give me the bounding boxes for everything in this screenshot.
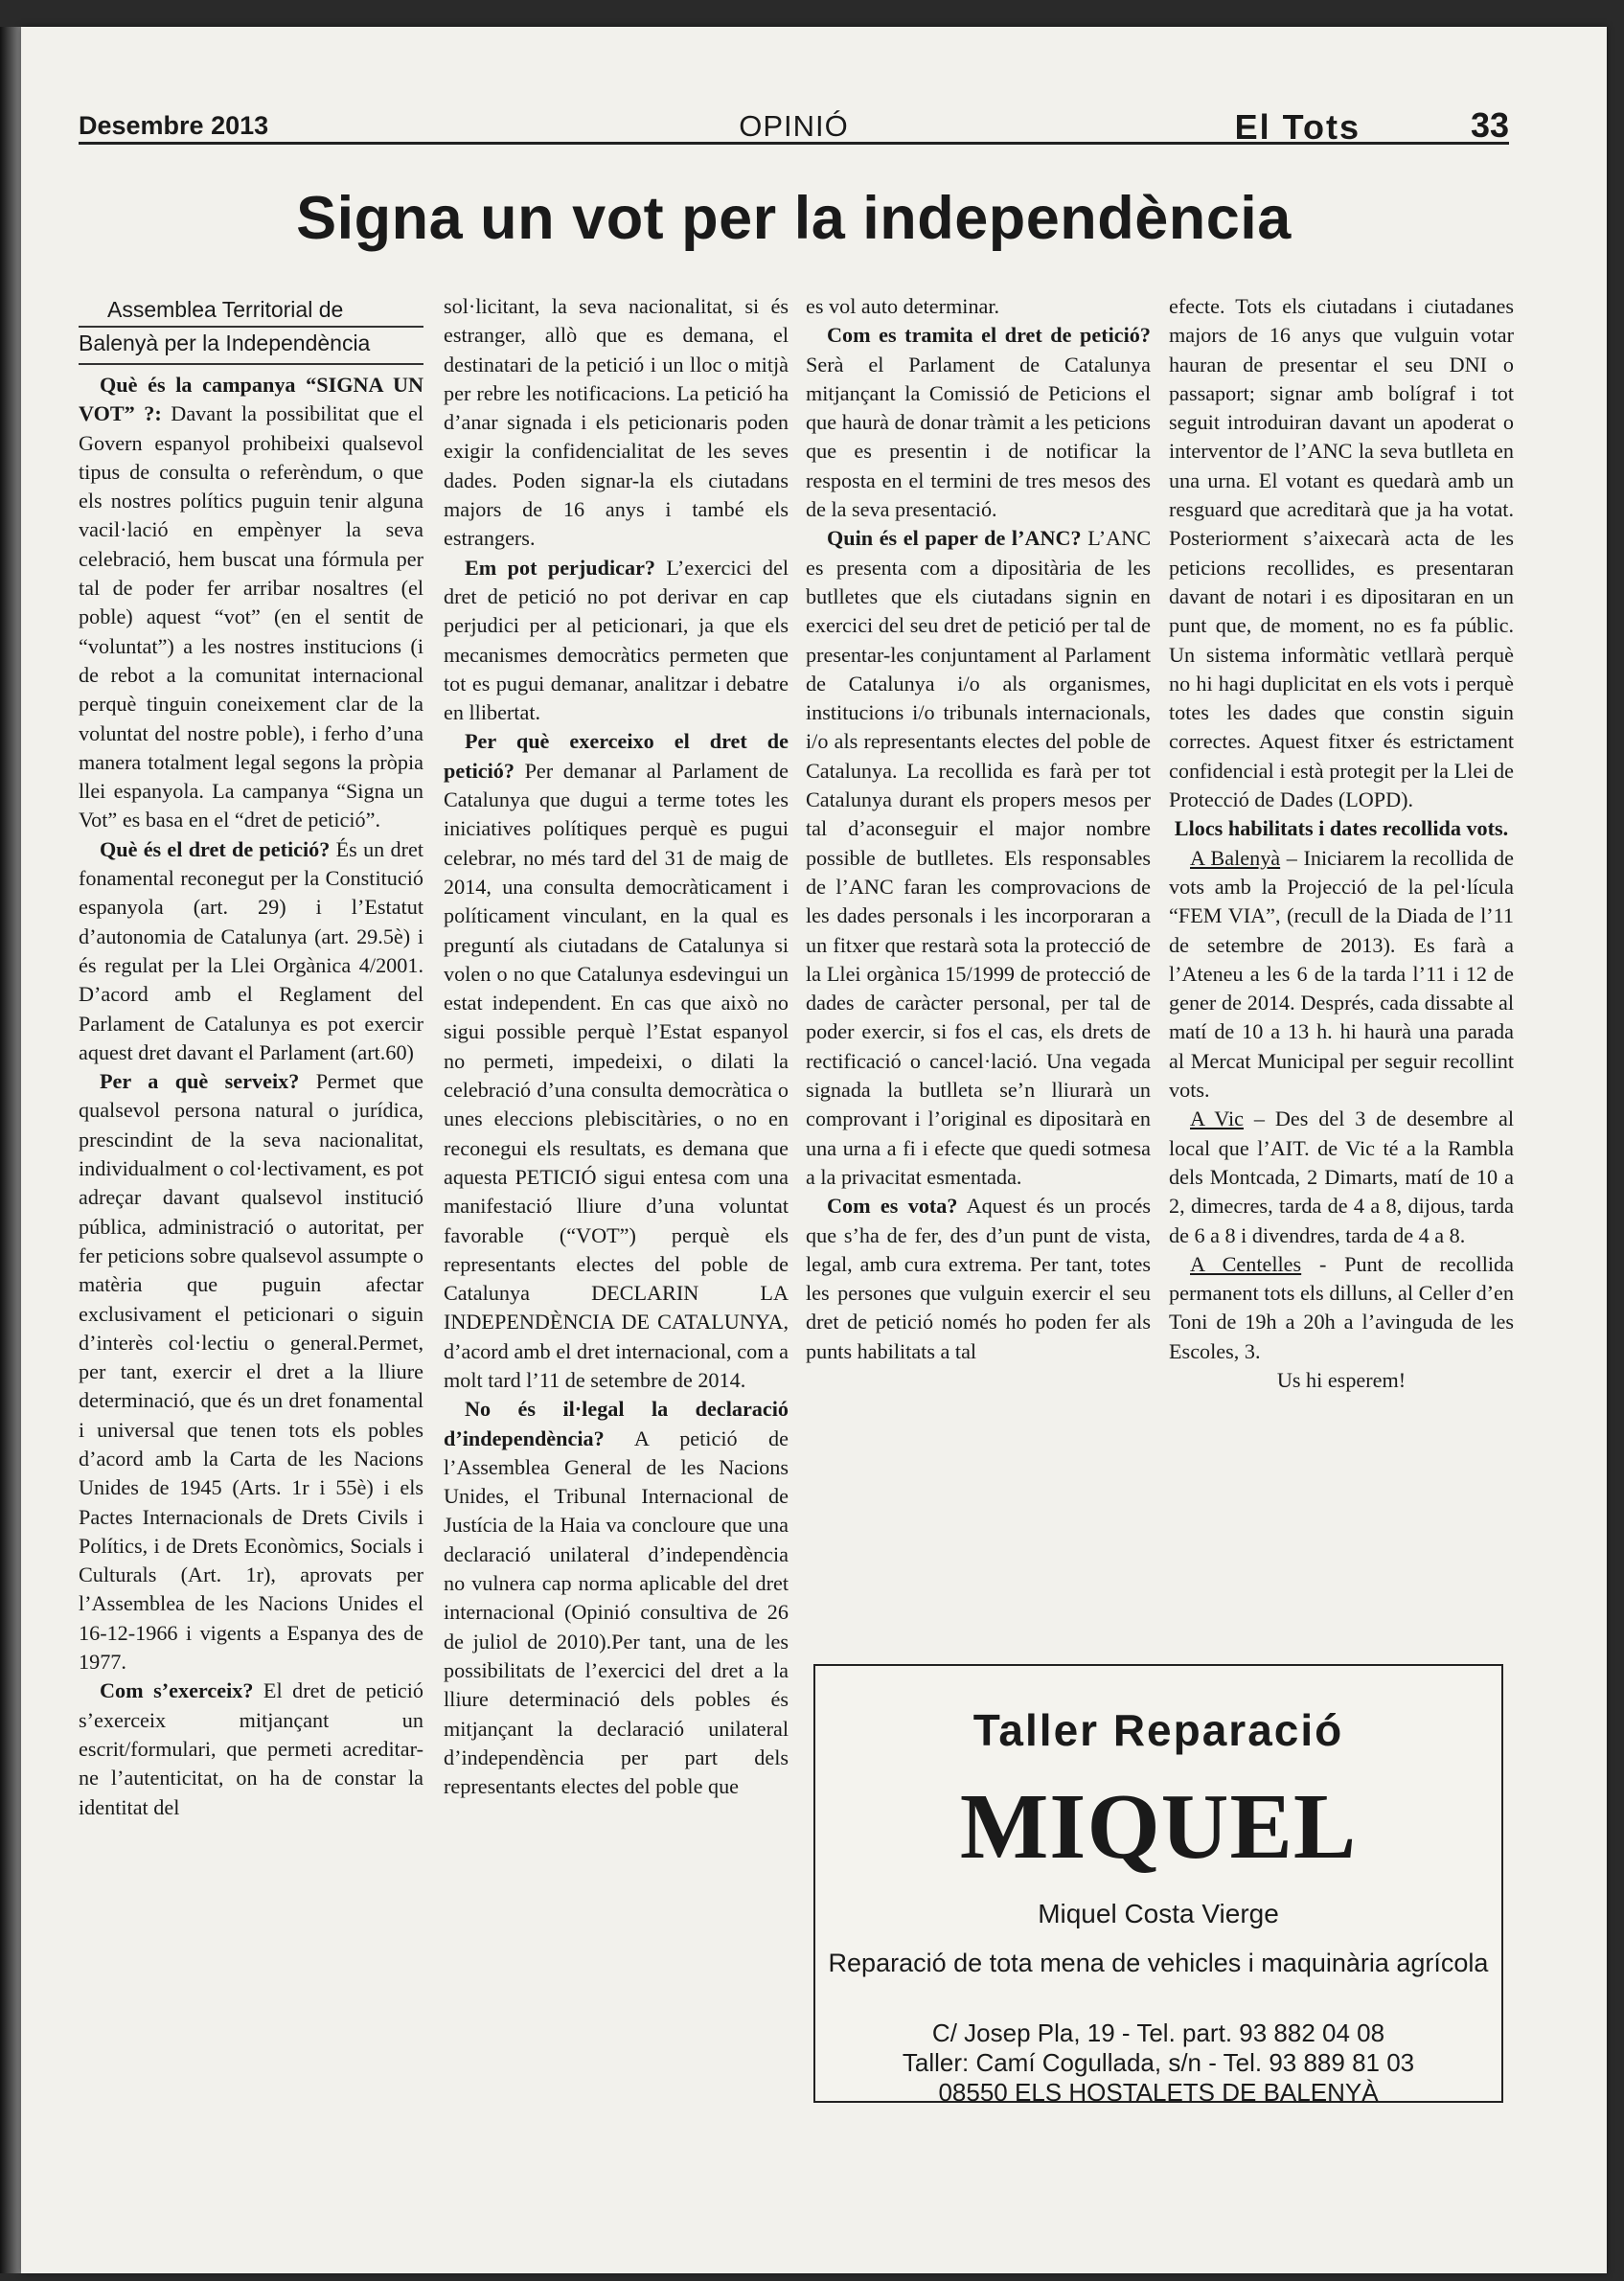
place-name: A Balenyà [1190,845,1281,870]
paragraph-text: L’ANC es presenta com a dipositària de les butlletes que els ciutadans signin en exercici del seu dret de petició per tal de presentar-les conjuntament al Parlament de Catalunya i/o als organismes, institucions i/o tribunals internacionals, i/o als representants electes del poble de Catalunya. La recollida es farà per tot Catalunya durant els propers mesos per tal d’aconseguir el major nombre possible de butlletes. Els responsables de l’ANC faran les comprovacions de les dades personals i les incorporaran a un fitxer que restarà sota la protecció de la Llei orgànica 15/1999 de protecció de dades de caràcter personal, per tal de poder exercir, si fos el cas, els drets de rectificació o cancel·lació. Una vegada signada la butlleta se’n lliurarà un comprovant i l’original es dipositarà en una urna a fi i efecte que quedi sotmesa a la privacitat esmentada. [806,526,1152,1189]
author-line-1: Assemblea Territorial de [107,297,344,322]
magazine-name: El Tots [1234,107,1361,147]
column-3-body [806,292,1151,1366]
collection-place [1169,1105,1514,1249]
article-paragraph [806,524,1151,1192]
paragraph-text: es vol auto determinar. [806,294,1000,318]
ad-business-name: MIQUEL [959,1775,1358,1879]
paragraph-text: sol·licitant, la seva nacionalitat, si és estranger, allò que es demana, el destinatari de la petició i un lloc o mitjà per rebre les notificacions. La petició ha d’anar signada i els peticionaris poden exigir la confidencialitat de les seves dades. Poden signar-la els ciutadans majors de 16 anys i també els estrangers. [444,294,789,551]
article-paragraph [806,321,1151,524]
column-1-body [79,371,423,1822]
article-paragraph [806,1192,1151,1366]
collection-place [1169,844,1514,1106]
paragraph-text: Aquest és un procés que s’ha de fer, des d’un punt de vista, legal, amb cura extrema. Per tant, totes les persones que vulguin exercir el seu dret de petició només ho poden fer als punts habilitats a tal [806,1194,1151,1363]
ad-address-1: C/ Josep Pla, 19 - Tel. part. 93 882 04 08 [931,2019,1385,2047]
author-line-2: Balenyà per la Independència [79,326,423,359]
place-name: A Centelles [1190,1251,1302,1276]
page-number: 33 [1470,105,1509,145]
article-title: Signa un vot per la independència [296,185,1292,252]
ad-owner: Miquel Costa Vierge [1038,1899,1279,1928]
column-4-intro: efecte. Tots els ciutadans i ciutadanes majors de 16 anys que vulguin votar hauran de presentar el seu DNI o passaport; signar amb bolígraf i tot seguit introduiran davant un apoderat o interventor de l’ANC la seva butlleta en una urna. El votant es quedarà amb un resguard que acreditarà que ja ha votat. Posteriorment s’aixecarà acta de les peticions recollides, es presentaran davant de notari i es dipositaran en un punt que, de moment, no es fa públic. Un sistema informàtic vetllarà perquè no hi hagi duplicitat en els vots i perquè totes les dades que constin siguin correctes. Aquest fitxer és estrictament confidencial i està protegit per la Llei de Protecció de Dades (LOPD). [1169,294,1514,812]
places-list [1169,844,1514,1366]
ad-contact [815,2019,1501,2108]
paragraph-heading: Què és el dret de petició? [100,836,331,861]
paragraph-heading: Què és la campanya “SIGNA UN VOT” ?: [79,373,423,426]
paragraph-heading: Com s’exerceix? [100,1678,254,1703]
collection-place [1169,1250,1514,1366]
issue-date: Desembre 2013 [79,111,269,140]
paragraph-heading: Quin és el paper de l’ANC? [827,526,1082,551]
article-column-2 [444,292,789,1801]
closing-line: Us hi esperem! [1276,1367,1407,1392]
paragraph-heading: Per a què serveix? [100,1069,300,1094]
article-paragraph [806,292,1151,321]
ad-tagline: Reparació de tota mena de vehicles i maquinària agrícola [828,1949,1489,1977]
paragraph-text: Per demanar al Parlament de Catalunya que dugui a terme totes les iniciatives polítiques perquè es pugui celebrar, no més tard del 31 de maig de 2014, una consulta democràticament i políticament vinculant, en la qual es preguntí als ciutadans de Catalunya si volen o no que Catalunya esdevingui un estat independent. En cas que això no sigui possible perquè l’Estat espanyol no permeti, impedeixi, o dilati la celebració d’una consulta democràtica o unes eleccions plebiscitàries, o no en reconegui els resultats, es demana que aquesta PETICIÓ sigui entesa com una manifestació lliure d’una voluntat favorable (“VOT”) perquè els representants electes del poble de Catalunya DECLARIN LA INDEPENDÈNCIA DE CATALUNYA, d’acord amb el dret internacional, com a molt tard l’11 de setembre de 2014. [444,758,789,1392]
binding-spine [0,27,21,2273]
article-paragraph [79,1067,423,1677]
article-paragraph [79,1677,423,1821]
places-heading: Llocs habilitats i dates recollida vots. [1174,816,1509,841]
paragraph-heading: Em pot perjudicar? [465,555,656,580]
paragraph-text: L’exercici del dret de petició no pot derivar en cap perjudici per al peticionari, ja que els mecanismes democràtics permeten que tot es pugui demanar, analitzar i debatre en llibertat. [444,555,789,725]
place-name: A Vic [1190,1106,1244,1131]
paragraph-heading: No és il·legal la declaració d’independència? [444,1397,789,1450]
ad-business-type: Taller Reparació [972,1705,1344,1755]
page-header [79,84,1509,145]
article-paragraph [79,835,423,1067]
article-column-3 [806,292,1151,1366]
article-column-1 [79,292,423,1822]
article-paragraph [444,1395,789,1801]
place-details: – Des del 3 de desembre al local que l’AIT. de Vic té a la Rambla dels Montcada, 2 Dimarts, matí de 10 a 2, dimecres, tarda de 4 a 8, dijous, tarda de 6 a 8 i divendres, tarda de 4 a 8. [1169,1106,1514,1247]
article-column-4 [1169,292,1514,1395]
section-name: OPINIÓ [739,109,849,143]
paragraph-text: És un dret fonamental reconegut per la Constitució espanyola (art. 29) i l’Estatut d’autonomia de Catalunya (art. 29.5è) i és regulat per la Llei Orgànica 4/2001. D’acord amb el Reglament del Parlament de Catalunya es pot exercir aquest dret davant el Parlament (art.60) [79,836,424,1064]
place-details: – Iniciarem la recollida de vots amb la Projecció de la pel·lícula “FEM VIA”, (recull de la Diada de l’11 de setembre de 2013). Es farà a l’Ateneu a les 6 de la tarda l’11 i 12 de gener de 2014. Després, cada dissabte al matí de 10 a 13 h. hi haurà una parada al Mercat Municipal per seguir recollint vots. [1169,845,1514,1103]
article-paragraph [444,292,789,554]
advertisement-box [813,1664,1503,2107]
place-details: - Punt de recollida permanent tots els dilluns, al Celler d’en Toni de 19h a 20h a l’avinguda de les Escoles, 3. [1169,1251,1514,1363]
ad-address-2: Taller: Camí Cogullada, s/n - Tel. 93 889 81 03 [902,2048,1415,2077]
paragraph-heading: Com es vota? [827,1194,958,1219]
article-author [79,294,423,365]
column-2-body [444,292,789,1801]
paragraph-text: Serà el Parlament de Catalunya mitjançant la Comissió de Peticions el que haurà de donar tràmit a les peticions que es presentin i de notificar la resposta en el termini de tres mesos des de la seva presentació. [806,352,1151,522]
paragraph-text: A petició de l’Assemblea General de les Nacions Unides, el Tribunal Internacional de Justícia de la Haia va concloure que una declaració unilateral d’independència no vulnera cap norma aplicable del dret internacional (Opinió consultiva de 26 de juliol de 2010).Per tant, una de les possibilitats de l’exercici del dret a la lliure determinació dels pobles és mitjançant la declaració unilateral d’independència per part dels representants electes del poble que [444,1426,789,1799]
paragraph-heading: Per què exerceixo el dret de petició? [444,729,789,783]
ad-address-3: 08550 ELS HOSTALETS DE BALENYÀ [938,2078,1379,2107]
paragraph-heading: Com es tramita el dret de petició? [827,323,1151,348]
article-paragraph [444,727,789,1395]
paragraph-text: Davant la possibilitat que el Govern espanyol prohibeixi qualsevol tipus de consulta o referèndum, o que els nostres polítics puguin tenir alguna vacil·lació en empènyer la seva celebració, hem buscat una fórmula per tal de poder fer arribar nosaltres (el poble) aquest “vot” (en el sentit de “voluntat”) a les nostres institucions (i de rebot a la comunitat internacional perquè tinguin coneixement clar de la voluntat del nostre poble), i ferho d’una manera totalment legal segons la pròpia llei espanyola. La campanya “Signa un Vot” es basa en el “dret de petició”. [79,401,424,833]
article-paragraph [79,371,423,835]
paragraph-text: El dret de petició s’exerceix mitjançant un escrit/formulari, que permeti acreditar-ne l’autenticitat, on ha de constar la identitat del [79,1678,424,1819]
paragraph-text: Permet que qualsevol persona natural o jurídica, prescindint de la seva nacionalitat, individualment o col·lectivament, es pot adreçar davant qualsevol institució pública, administració o autoritat, per fer peticions sobre qualsevol assumpte o matèria que puguin afectar exclusivament el peticionari o siguin d’interès col·lectiu o general.Permet, per tant, exercir el dret a la lliure determinació, que és un dret fonamental i universal que tenen tots els pobles d’acord amb la Carta de les Nacions Unides de 1945 (Arts. 1r i 55è) i els Pactes Internacionals de Drets Civils i Polítics, i de Drets Econòmics, Socials i Culturals (Art. 1r), aprovats per l’Assemblea de les Nacions Unides el 16-12-1966 i vigents a Espanya des de 1977. [79,1069,424,1675]
article-paragraph [444,554,789,728]
